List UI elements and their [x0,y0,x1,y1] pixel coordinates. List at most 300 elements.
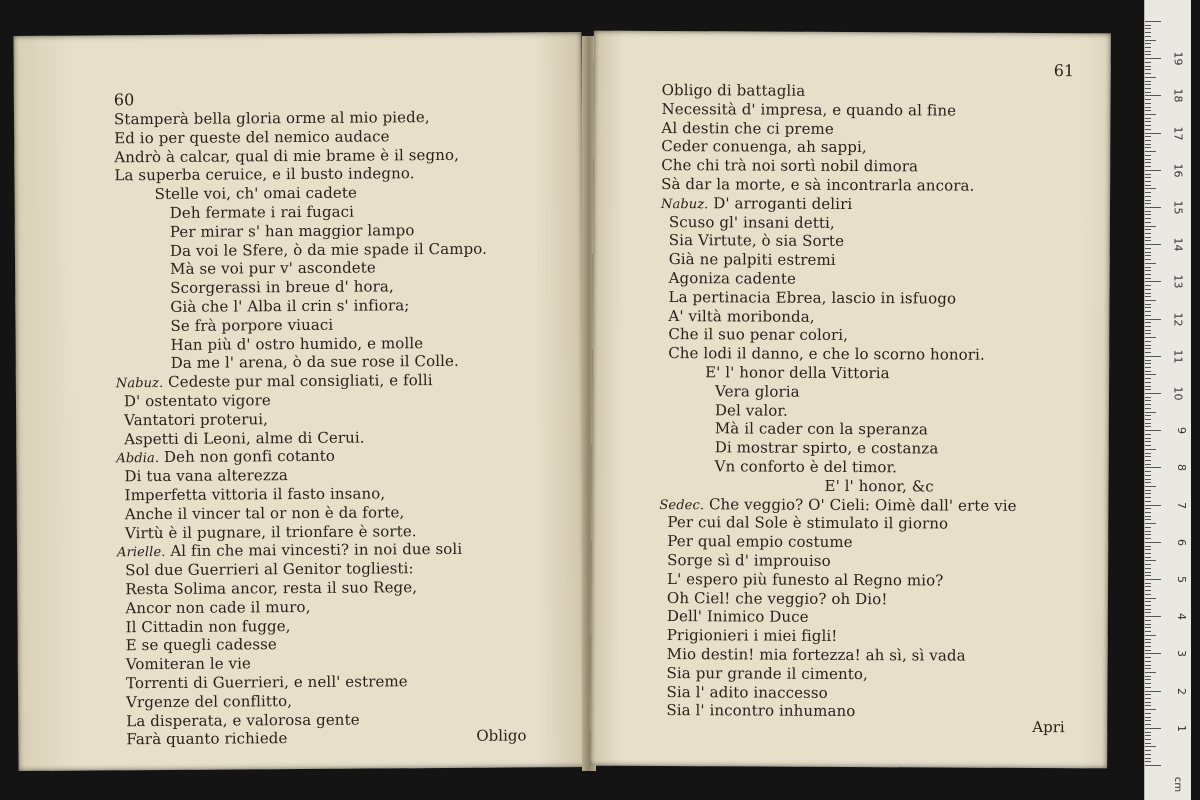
verse-text: Mio destin! mia fortezza! ah sì, sì vada [666,645,966,665]
ruler-tick [1145,337,1156,338]
text-line [154,184,357,203]
text-line [668,344,985,364]
verse-text: Ceder conuenga, ah sappi, [661,137,867,157]
ruler-tick [1145,434,1151,435]
ruler-tick [1145,683,1151,684]
ruler-tick [1145,81,1151,82]
ruler-tick [1145,620,1151,621]
ruler-tick [1145,743,1151,744]
ruler-tick [1145,486,1156,487]
verse-text: Scuso gl' insani detti, [668,212,835,232]
ruler-tick [1145,408,1151,409]
ruler-tick [1145,501,1151,502]
verse-text: Ancor non cade il muro, [125,597,311,618]
text-line [715,420,928,439]
verse-text: Necessità d' impresa, e quando al fine [661,99,957,120]
ruler-tick [1145,609,1151,610]
text-line [667,551,831,570]
ruler-tick [1145,758,1151,759]
verse-text: Al fin che mai vincesti? in noi due soli [170,540,463,561]
text-line [170,239,487,259]
verse-text: Che chi trà noi sortì nobil dimora [661,156,919,176]
ruler-tick [1145,226,1156,227]
ruler-tick [1145,159,1151,160]
text-line [125,578,417,598]
verse-text: Del valor. [714,400,789,420]
text-line [705,363,890,382]
open-book [14,22,1109,770]
ruler-tick [1145,144,1151,145]
ruler-label: 19 [1171,51,1185,66]
ruler-tick [1145,538,1151,539]
ruler-tick [1145,724,1151,725]
ruler-label: 7 [1175,501,1188,509]
ruler-tick [1145,717,1151,718]
ruler-tick [1145,646,1151,647]
ruler-tick [1145,311,1151,312]
verse-text: La pertinacia Ebrea, lascio in isfuogo [668,287,957,308]
verse-text: Vantatori proterui, [124,410,269,430]
ruler-tick [1145,765,1161,766]
ruler-tick [1145,110,1151,111]
ruler-tick [1145,170,1161,171]
ruler-tick [1145,657,1151,658]
verse-text: Che il suo penar colori, [668,325,849,345]
text-line [170,296,409,316]
verse-text: Di mostrar spirto, e costanza [714,438,939,458]
ruler-tick [1145,624,1151,625]
ruler-tick [1145,479,1151,480]
text-line [126,692,292,711]
ruler-tick [1145,735,1151,736]
verse-text: Andrò à calcar, qual di mie brame è il segno, [114,145,459,166]
ruler-tick [1145,367,1151,368]
ruler-tick [1145,66,1151,67]
ruler-tick [1145,676,1151,677]
text-line [114,108,430,128]
verse-text: Deh non gonfi cotanto [163,447,336,467]
ruler-tick [1145,32,1151,33]
text-line [126,636,277,655]
ruler-tick [1145,293,1151,294]
ruler-tick [1145,639,1151,640]
ruler-tick [1145,482,1151,483]
ruler-tick [1145,642,1151,643]
text-line [715,438,939,457]
ruler-tick [1145,326,1151,327]
text-line [170,203,354,222]
ruler-tick [1145,356,1161,357]
verse-text: Sorge sì d' improuiso [667,551,831,570]
text-line [667,570,943,589]
verse-text: La disperata, e valorosa gente [126,710,360,730]
ruler-tick [1145,58,1161,59]
text-line [661,194,852,215]
ruler-tick [1145,259,1151,260]
left-page [13,32,586,771]
ruler-tick [1145,557,1151,558]
ruler-tick [1145,174,1151,175]
ruler-tick [1145,475,1151,476]
verse-text: Agoniza cadente [668,269,797,288]
ruler-tick [1145,627,1151,628]
verse-text: A' viltà moribonda, [668,306,815,326]
text-line [668,288,956,308]
text-line [667,589,888,608]
verse-text: Sia l' adito inaccesso [666,682,828,702]
ruler-tick [1145,635,1156,636]
ruler-tick [1145,709,1156,710]
ruler-tick [1145,348,1151,349]
verse-text: Aspetti di Leoni, alme di Cerui. [124,428,365,448]
verse-text: Farà quanto richiede [126,729,288,749]
ruler-tick [1145,84,1151,85]
verse-text: Se frà porpore viuaci [170,315,334,335]
speaker-name: Nabuz. [115,376,164,392]
ruler-tick [1145,400,1151,401]
ruler-tick [1145,754,1151,755]
ruler-tick [1145,36,1151,37]
page-number: 60 [113,90,135,110]
text-line [668,307,814,326]
ruler-tick [1145,508,1151,509]
verse-text: Prigionieri i miei figli! [666,626,838,646]
verse-text: Di tua vana alterezza [124,466,288,486]
ruler-tick [1145,412,1156,413]
text-line [661,100,956,120]
verse-text: Già che l' Alba il crin s' infiora; [170,296,410,316]
ruler-tick [1145,631,1151,632]
text-line [667,626,838,645]
verse-text: Scorgerassi in breue d' hora, [170,277,394,298]
ruler-tick [1145,121,1151,122]
ruler-tick [1145,360,1151,361]
verse-text: Sol due Guerrieri al Genitor togliesti: [125,559,414,580]
ruler-tick [1145,151,1156,152]
ruler-tick [1145,594,1151,595]
ruler-tick [1145,598,1156,599]
catchword: Apri [1032,717,1065,737]
text-line [715,382,800,400]
ruler-tick [1145,456,1151,457]
ruler-tick [1145,103,1151,104]
ruler-tick [1145,319,1161,320]
ruler-tick [1145,542,1161,543]
ruler-tick [1145,192,1151,193]
ruler-tick [1145,679,1151,680]
text-line [667,513,948,532]
ruler-label: 11 [1171,349,1185,364]
text-line [114,145,459,165]
verse-text: Deh fermate i rai fugaci [169,202,355,222]
ruler-tick [1145,665,1151,666]
ruler-tick [1145,51,1151,52]
ruler-tick [1145,307,1151,308]
ruler-tick [1145,270,1151,271]
ruler-tick [1145,278,1151,279]
ruler-tick [1145,471,1151,472]
speaker-name: Arielle. [117,545,166,561]
ruler-tick [1145,274,1151,275]
text-line [170,221,415,241]
ruler-tick [1145,605,1151,606]
speaker-name: Abdia. [116,451,160,467]
verse-text: Cedeste pur mal consigliati, e folli [168,371,433,392]
ruler-tick [1145,214,1151,215]
ruler-tick [1145,460,1151,461]
ruler-label: 13 [1171,274,1185,289]
ruler-tick [1145,568,1151,569]
verse-text: Per cui dal Sole è stimulato il giorno [667,513,949,533]
verse-text: E se quegli cadesse [125,635,277,655]
ruler-tick [1145,69,1151,70]
ruler-tick [1145,237,1151,238]
text-line [116,447,335,469]
ruler-tick [1145,92,1151,93]
ruler-tick [1145,378,1151,379]
verse-text: Han più d' ostro humido, e molle [170,333,424,354]
ruler-tick [1145,188,1156,189]
text-line [126,655,251,674]
ruler-tick [1145,54,1151,55]
text-line [124,391,271,410]
ruler-tick [1145,229,1151,230]
verse-text: Obligo di battaglia [661,81,806,100]
ruler-tick [1145,330,1151,331]
ruler-tick [1145,374,1156,375]
verse-text: Già ne palpiti estremi [668,250,836,270]
ruler-tick [1145,304,1151,305]
verse-text: Oh Ciel! che veggio? oh Dio! [666,588,888,608]
ruler-tick [1145,296,1151,297]
verse-text: Vomiteran le vie [125,654,252,674]
verse-text: Che veggio? O' Cieli: Oimè dall' erte vie [708,494,1017,515]
text-line [126,617,291,636]
ruler-tick [1145,28,1151,29]
text-line [170,259,376,278]
ruler-tick [1145,564,1151,565]
speaker-name: Nabuz. [660,196,709,213]
text-line [125,522,417,542]
ruler-tick [1145,464,1151,465]
verse-text: D' arroganti deliri [713,194,853,213]
verse-text: Sia l' incontro inhumano [666,701,856,721]
ruler-tick [1145,423,1151,424]
ruler-tick [1145,516,1151,517]
ruler-tick [1145,549,1151,550]
ruler-tick [1145,426,1151,427]
ruler-label: 9 [1175,427,1188,435]
ruler-tick [1145,155,1151,156]
ruler-tick [1145,560,1156,561]
ruler-label: 5 [1175,576,1188,583]
ruler-label: 15 [1171,200,1185,215]
text-line [126,729,287,748]
verse-text: Resta Solima ancor, resta il suo Rege, [125,578,418,599]
ruler-tick [1145,590,1151,591]
ruler-tick [1145,196,1151,197]
text-line [125,559,414,579]
ruler-unit: cm [1171,776,1183,793]
ruler-tick [1145,222,1151,223]
verse-text: Vn conforto è del timor. [714,457,898,477]
text-line [126,710,360,730]
ruler-tick [1145,732,1151,733]
ruler-tick [1145,579,1161,580]
ruler-tick [1145,523,1156,524]
verse-text: Vrgenze del conflitto, [126,691,293,712]
ruler-tick [1145,386,1151,387]
ruler-tick [1145,415,1151,416]
verse-text: Mà se voi pur v' ascondete [170,258,376,279]
verse-text: L' espero più funesto al Regno mio? [667,569,944,590]
ruler-tick [1145,691,1161,692]
verse-text: Che lodi il danno, e che lo scorno honori. [668,344,985,364]
ruler-tick [1145,445,1151,446]
ruler-tick [1145,363,1151,364]
text-line [124,428,365,448]
verse-text: Stamperà bella gloria orme al mio piede, [113,108,430,129]
verse-text: Anche il vincer tal or non è da forte, [124,503,405,524]
ruler-tick [1145,185,1151,186]
ruler-tick [1145,438,1151,439]
ruler-tick [1145,341,1151,342]
ruler-tick [1145,133,1161,134]
ruler-tick [1145,553,1151,554]
text-line [669,213,835,232]
ruler-tick [1145,47,1151,48]
ruler-tick [1145,527,1151,528]
ruler-tick [1145,668,1151,669]
ruler-tick [1145,21,1161,22]
ruler-tick [1145,497,1151,498]
ruler-label: 17 [1171,126,1185,141]
ruler-tick [1145,694,1151,695]
text-line [171,352,459,372]
ruler-label: 16 [1171,163,1185,178]
ruler-tick [1145,136,1151,137]
ruler-tick [1145,661,1151,662]
text-line [669,231,844,250]
ruler-tick [1145,333,1151,334]
ruler-tick [1145,345,1151,346]
text-line [126,672,408,692]
ruler-tick [1145,162,1151,163]
text-line [171,334,424,354]
ruler-tick [1145,25,1151,26]
ruler-tick [1145,583,1151,584]
ruler-tick [1145,252,1151,253]
ruler-label: 8 [1175,464,1188,472]
verse-text: Vera gloria [714,382,800,401]
text-line [116,371,433,393]
verse-text: Per qual empio costume [667,532,853,552]
ruler-tick [1145,267,1151,268]
ruler-tick [1145,203,1151,204]
ruler-tick [1145,531,1151,532]
ruler-tick [1145,519,1151,520]
ruler-tick [1145,352,1151,353]
ruler-tick [1145,586,1151,587]
ruler-tick [1145,746,1156,747]
text-line [825,477,934,496]
ruler-tick [1145,125,1151,126]
ruler-tick [1145,616,1161,617]
verse-text: Sia Virtute, ò sia Sorte [668,231,845,251]
text-line [114,165,414,185]
ruler-tick [1145,99,1151,100]
ruler-tick [1145,107,1151,108]
text-line [662,81,806,100]
text-line [667,532,853,551]
ruler-tick [1145,114,1156,115]
text-line [715,457,897,476]
ruler-tick [1145,207,1161,208]
verse-text: Il Cittadin non fugge, [125,616,291,636]
text-line [170,316,333,335]
ruler-tick [1145,218,1151,219]
text-line [661,175,974,195]
ruler-tick [1145,720,1151,721]
ruler-label: 12 [1171,312,1185,327]
ruler-label: 3 [1175,650,1188,658]
ruler-tick [1145,419,1151,420]
ruler-label: 14 [1171,237,1185,252]
ruler-tick [1145,300,1156,301]
text-line [661,156,918,175]
text-line [125,484,386,504]
text-line [667,645,966,665]
verse-text: Da voi le Sfere, ò da mie spade il Campo. [169,239,488,260]
ruler-tick [1145,181,1151,182]
verse-text: Da me l' arena, ò da sue rose il Colle. [170,352,459,373]
ruler-tick [1145,512,1151,513]
ruler-tick [1145,650,1151,651]
ruler-tick [1145,77,1156,78]
ruler-tick [1145,95,1161,96]
ruler-tick [1145,404,1151,405]
ruler-tick [1145,672,1156,673]
ruler-tick [1145,687,1151,688]
ruler-tick [1145,129,1151,130]
text-line [667,607,809,626]
verse-text: Mà il cader con la speranza [714,419,928,439]
ruler-tick [1145,705,1151,706]
text-line [715,401,788,419]
ruler-label: 6 [1175,538,1188,546]
ruler-label: 18 [1171,88,1185,103]
ruler-tick [1145,166,1151,167]
text-line [667,664,868,683]
ruler-tick [1145,240,1151,241]
ruler-tick [1145,322,1151,323]
text-line [125,598,310,617]
ruler-tick [1145,73,1151,74]
ruler-tick [1145,177,1151,178]
ruler-label: 2 [1175,687,1188,695]
verse-text: Torrenti di Guerrieri, e nell' estreme [125,672,408,693]
ruler-tick [1145,728,1161,729]
ruler-tick [1145,140,1151,141]
ruler-tick [1145,397,1151,398]
ruler-tick [1145,572,1151,573]
ruler-tick [1145,430,1161,431]
ruler-tick [1145,750,1151,751]
text-line [661,137,867,156]
text-line [669,250,836,269]
ruler-tick [1145,244,1161,245]
text-line [666,683,827,702]
